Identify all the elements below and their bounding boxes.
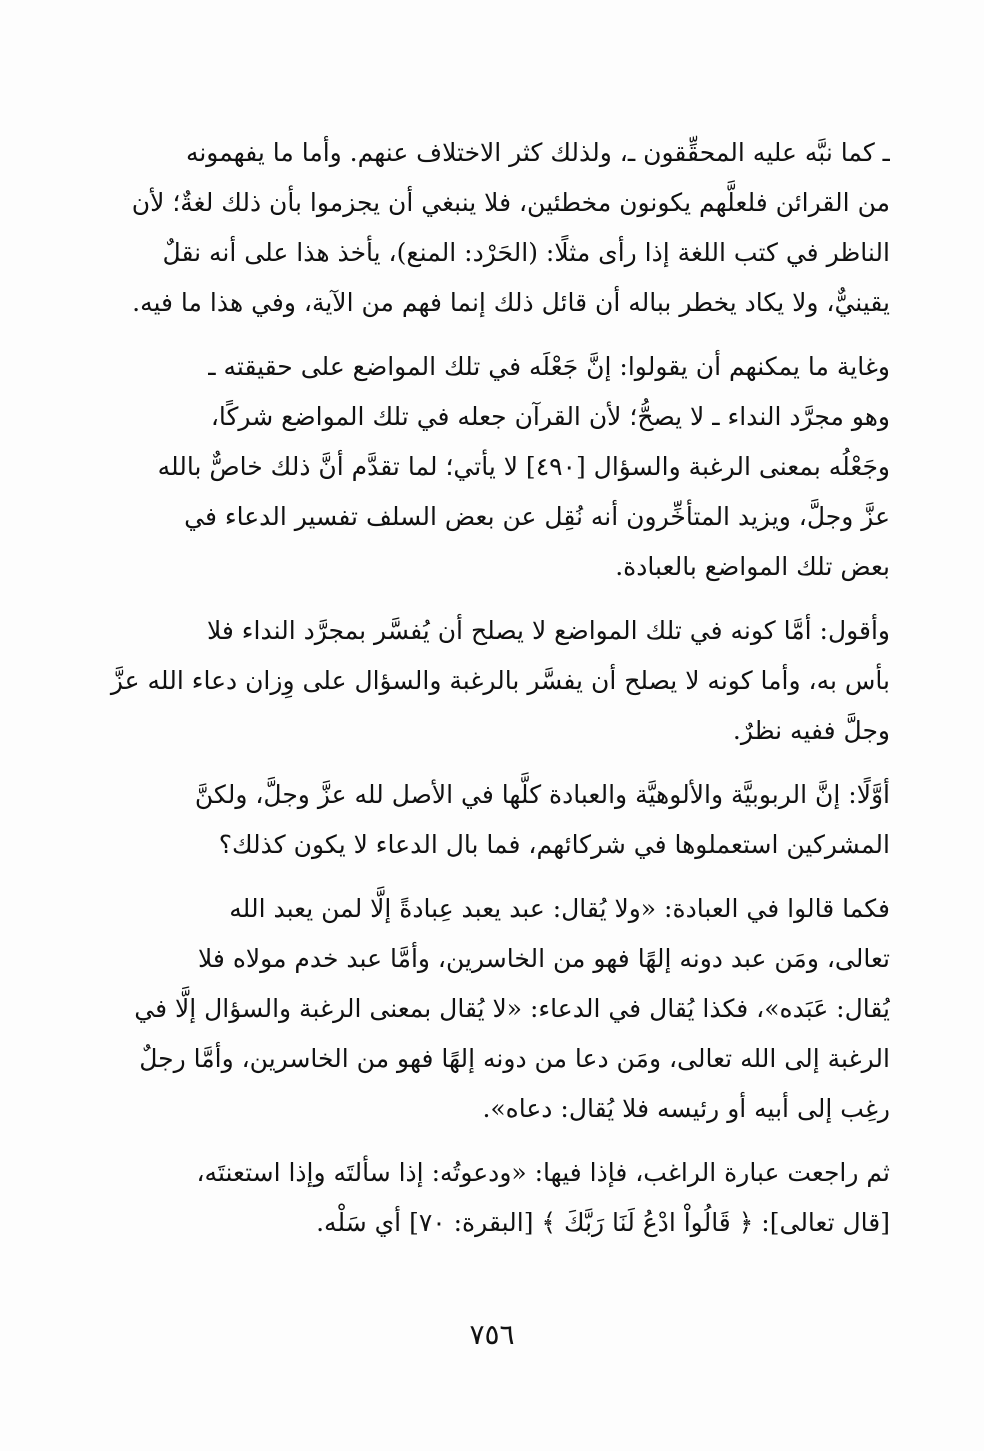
page-number: ٧٥٦ xyxy=(469,1318,515,1351)
text-line: الرغبة إلى الله تعالى، ومَن دعا من دونه إلهًا فهو من الخاسرين، وأمَّا رجلٌ xyxy=(139,1044,890,1073)
text-line: ـ كما نبَّه عليه المحقِّقون ـ، ولذلك كثر الاختلاف عنهم. وأما ما يفهمونه xyxy=(185,138,890,167)
text-line: تعالى، ومَن عبد دونه إلهًا فهو من الخاسرين، وأمَّا عبد خدم مولاه فلا xyxy=(198,944,890,973)
text-line: وجلَّ ففيه نظرٌ. xyxy=(732,716,890,745)
text-line: رغِب إلى أبيه أو رئيسه فلا يُقال: دعاه». xyxy=(482,1094,890,1123)
text-line: يُقال: عَبَده»، فكذا يُقال في الدعاء: «لا يُقال بمعنى الرغبة والسؤال إلَّا في xyxy=(134,994,890,1023)
text-line: وغاية ما يمكنهم أن يقولوا: إنَّ جَعْلَه في تلك المواضع على حقيقته ـ xyxy=(208,352,890,381)
paragraph-5 xyxy=(102,884,890,1134)
text-line: يقينيٌّ، ولا يكاد يخطر بباله أن قائل ذلك إنما فهم من الآية، وفي هذا ما فيه. xyxy=(132,288,890,317)
text-line: الناظر في كتب اللغة إذا رأى مثلًا: (الحَرْد: المنع)، يأخذ هذا على أنه نقلٌ xyxy=(162,238,890,267)
body-text xyxy=(102,128,890,1262)
paragraph-6 xyxy=(102,1148,890,1248)
text-line: وجَعْلُه بمعنى الرغبة والسؤال [٤٩٠] لا يأتي؛ لما تقدَّم أنَّ ذلك خاصٌّ بالله xyxy=(157,452,890,481)
text-line: فكما قالوا في العبادة: «ولا يُقال: عبد يعبد عِبادةً إلَّا لمن يعبد الله xyxy=(229,894,890,923)
text-line: عزَّ وجلَّ، ويزيد المتأخِّرون أنه نُقِل عن بعض السلف تفسير الدعاء في xyxy=(184,502,890,531)
text-line: ثم راجعت عبارة الراغب، فإذا فيها: «ودعوتُه: إذا سألتَه وإذا استعنتَه، xyxy=(196,1158,890,1187)
text-line: من القرائن فلعلَّهم يكونون مخطئين، فلا ينبغي أن يجزموا بأن ذلك لغةٌ؛ لأن xyxy=(131,188,890,217)
paragraph-3 xyxy=(102,606,890,756)
text-line: وهو مجرَّد النداء ـ لا يصحُّ؛ لأن القرآن جعله في تلك المواضع شركًا، xyxy=(210,402,890,431)
text-line: أوَّلًا: إنَّ الربوبيَّة والألوهيَّة والعبادة كلَّها في الأصل لله عزَّ وجلَّ، ولكنَّ xyxy=(194,780,890,809)
text-line: بأس به، وأما كونه لا يصلح أن يفسَّر بالرغبة والسؤال على وِزان دعاء الله عزَّ xyxy=(110,666,890,695)
paragraph-2 xyxy=(102,342,890,592)
text-line: المشركين استعملوها في شركائهم، فما بال الدعاء لا يكون كذلك؟ xyxy=(218,830,890,859)
text-line: وأقول: أمَّا كونه في تلك المواضع لا يصلح أن يُفسَّر بمجرَّد النداء فلا xyxy=(206,616,890,645)
paragraph-1 xyxy=(102,128,890,328)
paragraph-4 xyxy=(102,770,890,870)
text-line: بعض تلك المواضع بالعبادة. xyxy=(615,552,890,581)
text-line: [قال تعالى]: ﴿ قَالُواْ ادْعُ لَنَا رَبَّكَ ﴾ [البقرة: ٧٠] أي سَلْه. xyxy=(316,1208,890,1237)
